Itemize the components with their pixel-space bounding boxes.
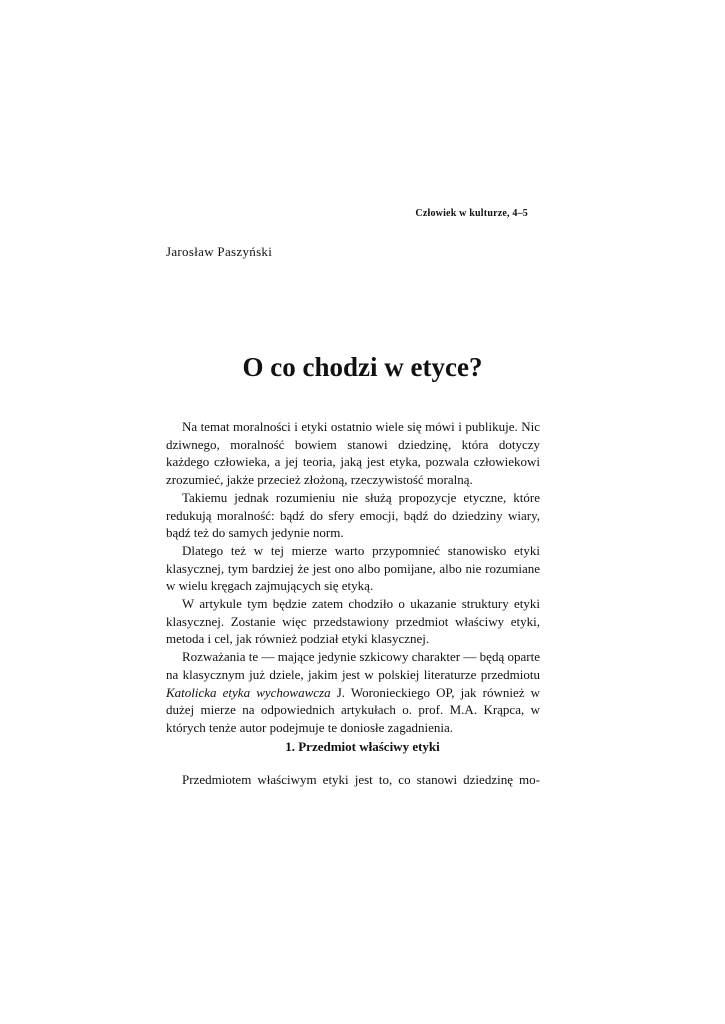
article-title: O co chodzi w etyce?: [242, 352, 483, 382]
article-body: [166, 418, 540, 737]
paragraph: [166, 648, 540, 737]
paragraph-text: J. Woronieckiego OP, jak również w dużej mierze na odpowiednich artykułach o. prof. M.A. Krąpca, w których tenże autor podejmuje te doniosłe zagadnienia.: [166, 684, 540, 735]
author-name: Jarosław Paszyński: [166, 244, 273, 259]
paragraph: Takiemu jednak rozumieniu nie służą propozycje etyczne, które redukują moralność: bądź do sfery emocji, bądź do dziedziny wiary, bądź też do samych jedynie norm.: [166, 489, 540, 541]
paragraph: Na temat moralności i etyki ostatnio wiele się mówi i publikuje. Nic dziwnego, moralność bowiem stanowi dziedzinę, która dotyczy każdego człowieka, a jej teoria, jaką jest etyka, pozwala człowiekowi zrozumieć, jakże przecież złożoną, rzeczywistość moralną.: [166, 419, 540, 488]
section-body: [166, 771, 540, 789]
paragraph-text: Rozważania te — mające jedynie szkicowy charakter — będą oparte na klasycznym już dziele, jakim jest w polskiej literaturze przedmiotu: [166, 649, 540, 682]
journal-header: Człowiek w kulturze, 4–5: [415, 208, 528, 219]
book-title: Katolicka etyka wychowawcza: [166, 684, 331, 700]
section-heading: 1. Przedmiot właściwy etyki: [285, 739, 440, 754]
paragraph: Dlatego też w tej mierze warto przypomnieć stanowisko etyki klasycznej, tym bardziej że jest ono albo pomijane, albo nie rozumiane w wielu kręgach zajmujących się etyką.: [166, 542, 540, 594]
paragraph: Przedmiotem właściwym etyki jest to, co stanowi dziedzinę mo-: [182, 772, 540, 787]
paragraph: W artykule tym będzie zatem chodziło o ukazanie struktury etyki klasycznej. Zostanie więc przedstawiony przedmiot właściwy etyki, metoda i cel, jak również podział etyki klasycznej.: [166, 596, 540, 647]
